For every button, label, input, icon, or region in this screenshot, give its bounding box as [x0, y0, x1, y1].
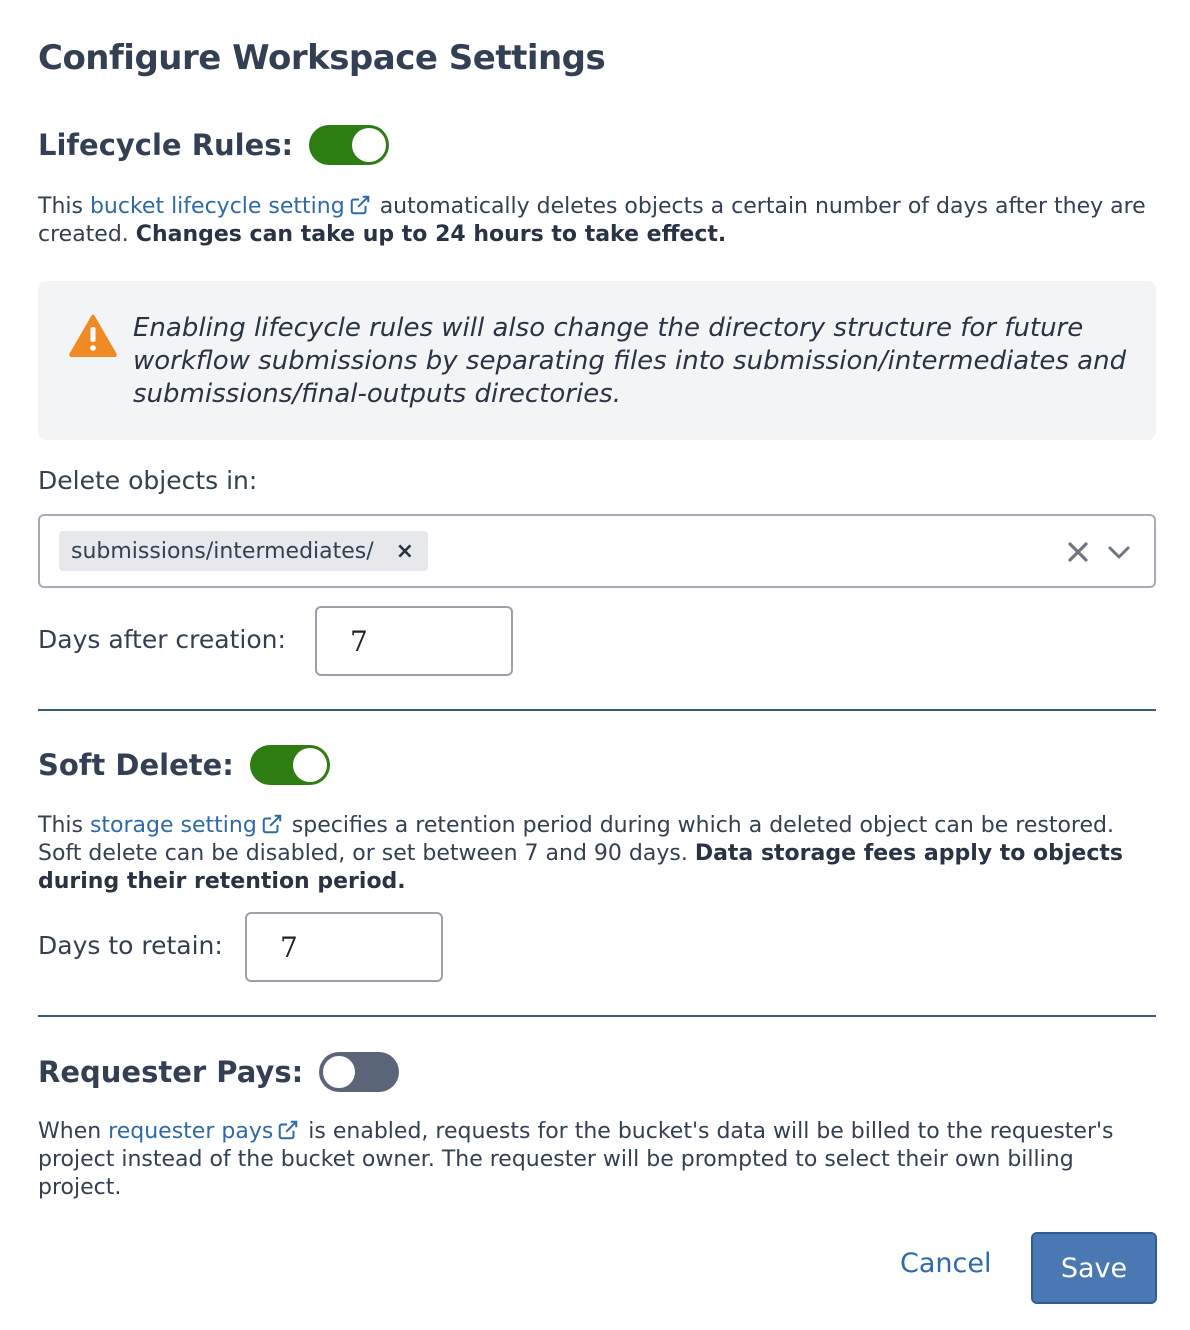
desc-text: When	[38, 1119, 109, 1144]
soft-delete-header	[38, 745, 330, 785]
storage-setting-link[interactable]: storage setting	[89, 813, 257, 838]
desc-bold-text: Changes can take up to 24 hours to take effect.	[135, 222, 727, 247]
desc-bold-text: Data storage fees apply to objects during their retention period.	[38, 841, 1124, 894]
dialog-title: Configure Workspace Settings	[38, 38, 606, 78]
chip-label: submissions/intermediates/	[71, 538, 374, 564]
requester-pays-link[interactable]: requester pays	[108, 1119, 274, 1144]
requester-pays-label: Requester Pays:	[38, 1055, 304, 1089]
section-divider	[38, 709, 1156, 711]
days-to-retain-label: Days to retain:	[38, 931, 223, 960]
selected-path-chip	[59, 531, 428, 571]
clear-icon[interactable]	[1066, 537, 1090, 567]
days-after-creation-input[interactable]: 7	[315, 606, 513, 676]
external-link-icon[interactable]	[277, 1119, 299, 1141]
toggle-knob	[293, 748, 327, 782]
desc-text: is enabled, requests for the bucket's data will be billed to the requester's project instead of the bucket owner. The requester will be prompted to select their own billing project.	[38, 1119, 1114, 1200]
chevron-down-icon[interactable]	[1106, 537, 1132, 567]
requester-pays-header	[38, 1052, 399, 1092]
external-link-icon[interactable]	[261, 813, 283, 835]
delete-objects-label: Delete objects in:	[38, 466, 258, 495]
toggle-knob	[352, 128, 386, 162]
lifecycle-header	[38, 125, 389, 165]
desc-text: specifies a retention period during which a deleted object can be restored. Soft delete can be disabled, or set between 7 and 90 days.	[38, 813, 1114, 866]
lifecycle-description	[38, 193, 1158, 249]
soft-delete-description	[38, 812, 1158, 896]
section-divider	[38, 1015, 1156, 1017]
save-button[interactable]: Save	[1031, 1232, 1157, 1304]
external-link-icon[interactable]	[349, 194, 371, 216]
lifecycle-label: Lifecycle Rules:	[38, 128, 294, 162]
bucket-lifecycle-link[interactable]: bucket lifecycle setting	[89, 194, 345, 219]
lifecycle-toggle[interactable]	[309, 125, 389, 165]
chip-remove-icon[interactable]: ×	[395, 538, 415, 564]
cancel-button[interactable]: Cancel	[900, 1248, 992, 1279]
requester-pays-description	[38, 1118, 1158, 1202]
toggle-knob	[321, 1054, 357, 1090]
warning-text: Enabling lifecycle rules will also change the directory structure for future workflow submissions by separating files into submission/intermediates and submissions/final-outputs directories.	[133, 313, 1127, 409]
soft-delete-toggle[interactable]	[250, 745, 330, 785]
desc-text: This	[38, 194, 90, 219]
soft-delete-label: Soft Delete:	[38, 748, 234, 782]
warning-triangle-icon	[69, 313, 117, 357]
days-to-retain-input[interactable]: 7	[245, 912, 443, 982]
desc-text: This	[38, 813, 90, 838]
desc-text: automatically deletes objects a certain number of days after they are created.	[38, 194, 1146, 247]
requester-pays-toggle[interactable]	[319, 1052, 399, 1092]
days-after-creation-label: Days after creation:	[38, 625, 286, 654]
